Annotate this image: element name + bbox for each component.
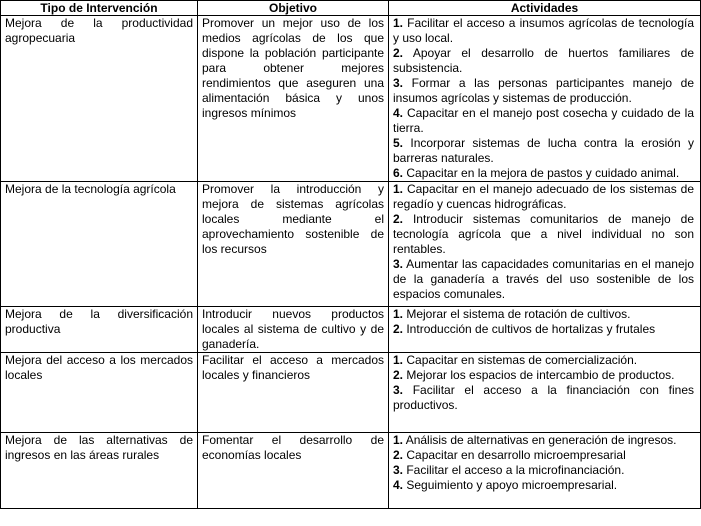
activity-item [393,76,694,106]
activity-item [393,322,694,337]
activity-item [393,182,694,212]
activity-item [393,106,694,136]
activity-number: 4. [393,478,404,492]
activity-item [393,307,694,322]
table-row [1,182,701,307]
cell-actividades [389,16,701,182]
activity-text: Capacitar en la mejora de pastos y cuidado animal. [403,166,680,180]
cell-tipo: Mejora de la productividad agropecuaria [1,16,198,182]
activity-text: Formar a las personas participantes manejo de insumos agrícolas y sistemas de producción. [393,76,694,105]
header-row [1,1,701,16]
activity-text: Mejorar los espacios de intercambio de productos. [403,368,675,382]
activity-text: Capacitar en desarrollo microempresarial [403,448,626,462]
activity-text: Mejorar el sistema de rotación de cultivos. [403,307,631,321]
activity-text: Incorporar sistemas de lucha contra la erosión y barreras naturales. [393,136,694,165]
header-actividades: Actividades [389,1,701,16]
activity-item [393,433,694,448]
cell-actividades [389,433,701,509]
cell-actividades [389,353,701,433]
activity-number: 2. [393,46,404,60]
activity-number: 1. [393,353,404,367]
activity-item [393,257,694,302]
activity-number: 3. [393,463,404,477]
activity-text: Introducción de cultivos de hortalizas y frutales [403,322,656,336]
activity-item [393,463,694,478]
activity-number: 1. [393,182,404,196]
activity-number: 1. [393,433,404,447]
header-objetivo: Objetivo [198,1,389,16]
cell-objetivo: Promover un mejor uso de los medios agrícolas de los que dispone la población participante para obtener mejores rendimientos que aseguren una alimentación básica y unos ingresos mínimos [198,16,389,182]
activity-text: Facilitar el acceso a la financiación con fines productivos. [393,383,694,412]
activity-number: 3. [393,383,404,397]
activity-number: 2. [393,448,404,462]
activity-item [393,353,694,368]
table-row [1,433,701,509]
activity-number: 2. [393,368,404,382]
activity-item [393,383,694,413]
activity-item [393,212,694,257]
cell-tipo: Mejora de la tecnología agrícola [1,182,198,307]
cell-actividades [389,307,701,353]
cell-objetivo: Facilitar el acceso a mercados locales y financieros [198,353,389,433]
activity-item [393,166,694,181]
cell-tipo: Mejora del acceso a los mercados locales [1,353,198,433]
activity-text: Facilitar el acceso a la microfinanciación. [403,463,625,477]
activity-number: 3. [393,76,404,90]
activity-text: Análisis de alternativas en generación de ingresos. [403,433,677,447]
cell-tipo: Mejora de la diversificación productiva [1,307,198,353]
cell-tipo: Mejora de las alternativas de ingresos en las áreas rurales [1,433,198,509]
activity-number: 2. [393,322,404,336]
activity-number: 5. [393,136,404,150]
table-row [1,16,701,182]
activity-number: 4. [393,106,404,120]
table-row [1,353,701,433]
activity-text: Facilitar el acceso a insumos agrícolas de tecnología y uso local. [393,16,694,45]
activity-text: Capacitar en el manejo adecuado de los sistemas de regadío y cuencas hidrográficas. [393,182,694,211]
activity-number: 1. [393,16,404,30]
activity-item [393,136,694,166]
activity-number: 2. [393,212,404,226]
activity-number: 1. [393,307,404,321]
header-tipo: Tipo de Intervención [1,1,198,16]
activity-item [393,448,694,463]
cell-actividades [389,182,701,307]
activity-text: Introducir sistemas comunitarios de manejo de tecnología agrícola que a nivel individual no son rentables. [393,212,694,256]
activity-item [393,478,694,493]
activity-item [393,46,694,76]
activity-number: 6. [393,166,404,180]
activity-text: Capacitar en el manejo post cosecha y cuidado de la tierra. [393,106,694,135]
activity-text: Apoyar el desarrollo de huertos familiares de subsistencia. [393,46,694,75]
activity-text: Aumentar las capacidades comunitarias en el manejo de la ganadería a través del uso sostenible de los espacios comunales. [393,257,694,301]
activity-item [393,368,694,383]
table-body [1,16,701,509]
cell-objetivo: Promover la introducción y mejora de sistemas agrícolas locales mediante el aprovechamiento sostenible de los recursos [198,182,389,307]
activity-number: 3. [393,257,404,271]
activity-item [393,16,694,46]
cell-objetivo: Fomentar el desarrollo de economías locales [198,433,389,509]
cell-objetivo: Introducir nuevos productos locales al sistema de cultivo y de ganadería. [198,307,389,353]
table-row [1,307,701,353]
activity-text: Seguimiento y apoyo microempresarial. [403,478,618,492]
activity-text: Capacitar en sistemas de comercialización. [403,353,638,367]
